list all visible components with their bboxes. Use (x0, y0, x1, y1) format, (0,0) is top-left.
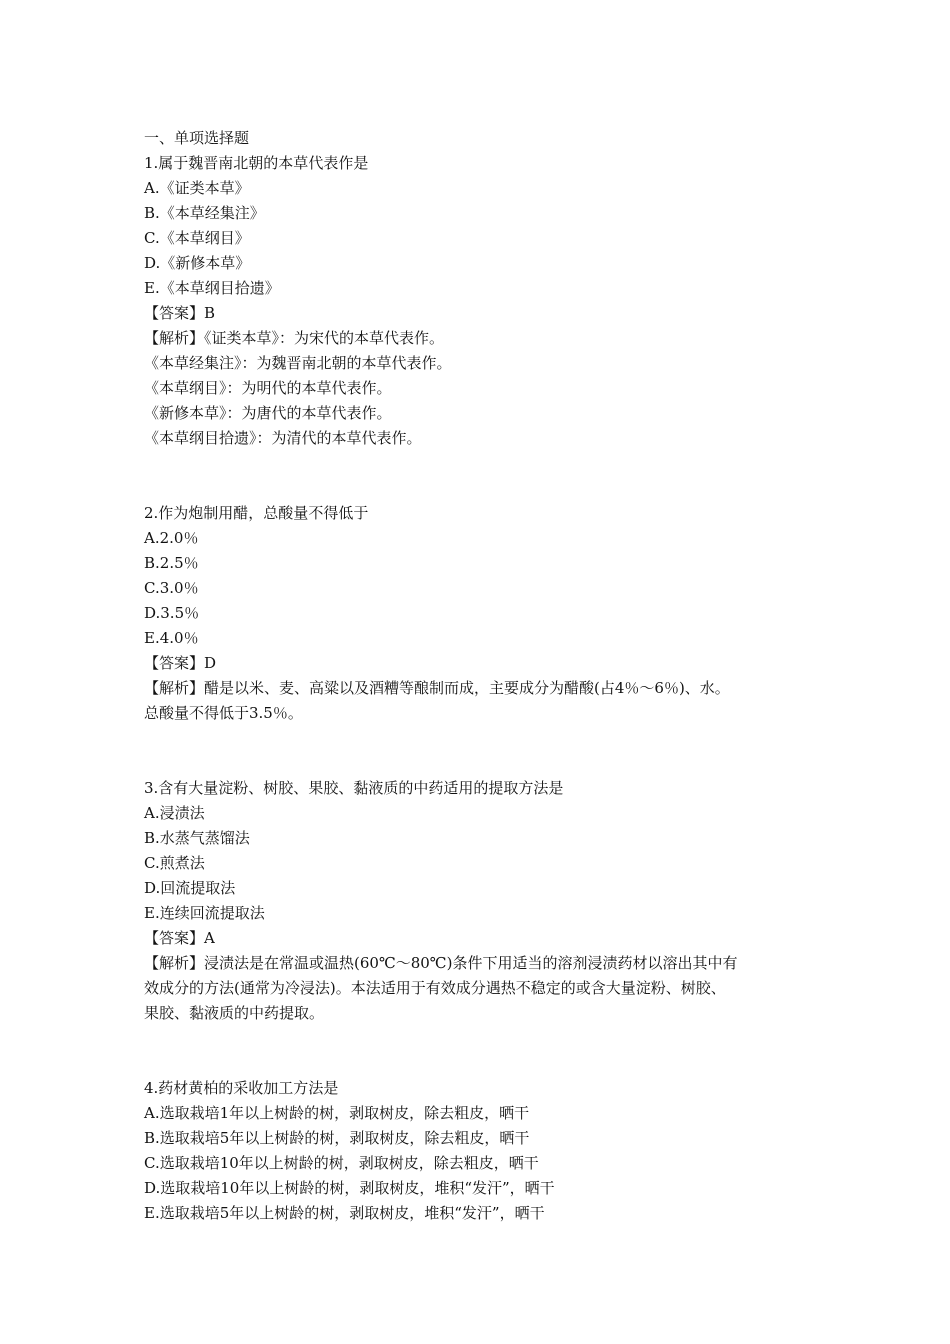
option-a: A.选取栽培1年以上树龄的树，剥取树皮，除去粗皮，晒干 (144, 1104, 530, 1122)
option-e: E.连续回流提取法 (144, 904, 265, 922)
document-page (144, 126, 824, 1226)
explanation-line: 效成分的方法(通常为冷浸法)。本法适用于有效成分遇热不稳定的或含大量淀粉、树胶、 (144, 979, 726, 997)
option-b: B.《本草经集注》 (144, 204, 265, 222)
question-stem: 2.作为炮制用醋，总酸量不得低于 (144, 504, 369, 522)
option-d: D.选取栽培10年以上树龄的树，剥取树皮，堆积“发汗”，晒干 (144, 1179, 555, 1197)
option-c: C.煎煮法 (144, 854, 205, 872)
option-e: E.4.0％ (144, 629, 199, 647)
option-d: D.回流提取法 (144, 879, 236, 897)
option-a: A.浸渍法 (144, 804, 205, 822)
answer: 【答案】B (144, 304, 216, 322)
option-c: C.选取栽培10年以上树龄的树，剥取树皮，除去粗皮，晒干 (144, 1154, 539, 1172)
option-e: E.选取栽培5年以上树龄的树，剥取树皮，堆积“发汗”，晒干 (144, 1204, 545, 1222)
spacer (144, 726, 824, 776)
explanation-line: 《本草纲目》：为明代的本草代表作。 (144, 379, 392, 397)
explanation-line: 《本草经集注》：为魏晋南北朝的本草代表作。 (144, 354, 452, 372)
explanation-line: 【解析】浸渍法是在常温或温热(60℃～80℃)条件下用适当的溶剂浸渍药材以溶出其中有 (144, 954, 738, 972)
answer: 【答案】A (144, 929, 215, 947)
explanation-line: 【解析】《证类本草》：为宋代的本草代表作。 (144, 329, 445, 347)
option-e: E.《本草纲目拾遗》 (144, 279, 280, 297)
option-d: D.3.5％ (144, 604, 200, 622)
option-c: C.3.0％ (144, 579, 199, 597)
question-stem: 4.药材黄柏的采收加工方法是 (144, 1079, 339, 1097)
question-4 (144, 1076, 824, 1226)
question-3 (144, 776, 824, 1026)
spacer (144, 1026, 824, 1076)
answer: 【答案】D (144, 654, 217, 672)
question-1 (144, 151, 824, 451)
option-a: A.2.0％ (144, 529, 199, 547)
explanation-line: 《新修本草》：为唐代的本草代表作。 (144, 404, 392, 422)
explanation-line: 《本草纲目拾遗》：为清代的本草代表作。 (144, 429, 422, 447)
option-d: D.《新修本草》 (144, 254, 251, 272)
option-a: A.《证类本草》 (144, 179, 250, 197)
question-stem: 3.含有大量淀粉、树胶、果胶、黏液质的中药适用的提取方法是 (144, 779, 564, 797)
option-c: C.《本草纲目》 (144, 229, 250, 247)
explanation-line: 果胶、黏液质的中药提取。 (144, 1004, 325, 1022)
section-title: 一、单项选择题 (144, 129, 250, 147)
explanation-line: 【解析】醋是以米、麦、高粱以及酒糟等酿制而成，主要成分为醋酸(占4％～6％)、水。 (144, 679, 730, 697)
option-b: B.2.5％ (144, 554, 199, 572)
option-b: B.选取栽培5年以上树龄的树，剥取树皮，除去粗皮，晒干 (144, 1129, 530, 1147)
explanation-line: 总酸量不得低于3.5％。 (144, 704, 303, 722)
question-2 (144, 501, 824, 726)
spacer (144, 451, 824, 501)
option-b: B.水蒸气蒸馏法 (144, 829, 250, 847)
question-stem: 1.属于魏晋南北朝的本草代表作是 (144, 154, 369, 172)
